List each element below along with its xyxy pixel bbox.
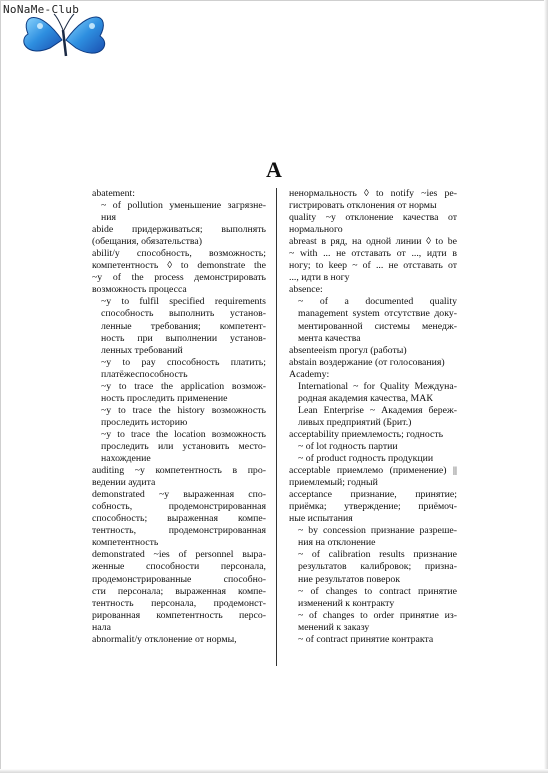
entry-line: собность, продемонстрированная xyxy=(92,501,266,513)
entry-line: родная академия качества, МАК xyxy=(298,392,433,404)
entry-line: ментированной системы менедж- xyxy=(298,320,457,332)
entry-line: acceptability приемлемость; годность xyxy=(289,428,444,440)
entry-line: ния на отклонение xyxy=(298,537,376,549)
dictionary-entry xyxy=(92,200,266,224)
entry-line: способность выполнить установ- xyxy=(101,308,266,320)
page-shadow-bottom xyxy=(0,769,548,773)
entry-line: abstain воздержание (от голосования) xyxy=(289,356,445,368)
entry-line: ~ of pollution уменьшение загрязне- xyxy=(101,200,266,212)
entry-line: ливых предприятий (Брит.) xyxy=(298,416,412,428)
entry-line: способность; выраженная компе- xyxy=(92,513,266,525)
dictionary-entry xyxy=(289,188,457,212)
dictionary-entry xyxy=(289,212,457,236)
dictionary-entry xyxy=(289,525,457,549)
entry-line: ность при выполнении установ- xyxy=(101,332,266,344)
entry-line: International ~ for Quality Междуна- xyxy=(298,380,457,392)
entry-line: ведении аудита xyxy=(92,477,156,489)
dictionary-entry xyxy=(92,248,266,296)
entry-line: ~ of changes to order принятие из- xyxy=(298,609,457,621)
entry-line: ность проследить применение xyxy=(101,392,228,404)
entry-line: absenteeism прогул (работы) xyxy=(289,344,407,356)
entry-line: нормального xyxy=(289,224,343,236)
dictionary-entry xyxy=(289,489,457,525)
entry-line: demonstrated ~y выраженная спо- xyxy=(92,489,266,501)
entry-line: ~ with ... не отставать от ..., идти в xyxy=(289,248,457,260)
entry-line: abilit/y способность, возможность; xyxy=(92,248,266,260)
dictionary-entry xyxy=(92,381,266,405)
dictionary-entry xyxy=(92,357,266,381)
entry-line: demonstrated ~ies of personnel выра- xyxy=(92,549,266,561)
entry-line: abnormalit/y отклонение от нормы, xyxy=(92,633,237,645)
dictionary-entry xyxy=(92,549,266,633)
entry-line: ~ of calibration results признание xyxy=(298,549,457,561)
dictionary-entry xyxy=(92,465,266,489)
entry-line: приемлемый; годный xyxy=(289,477,378,489)
entry-line: ~y to trace the location возможность xyxy=(101,428,266,440)
entry-line: нахождение xyxy=(101,453,151,465)
entry-line: Academy: xyxy=(289,368,330,380)
entry-line: ~y to trace the history возможность xyxy=(101,404,266,416)
entry-line: ~ by concession признание разреше- xyxy=(298,525,457,537)
entry-line: сти персонала; выраженная компе- xyxy=(92,585,266,597)
entry-line: absence: xyxy=(289,284,323,296)
entry-line: женные способности персонала, xyxy=(92,561,266,573)
entry-line: acceptable приемлемо (применение) || xyxy=(289,465,457,477)
entry-line: изменений к контракту xyxy=(298,597,395,609)
dictionary-entry xyxy=(92,405,266,429)
entry-line: auditing ~y компетентность в про- xyxy=(92,465,266,477)
entry-line: acceptance признание, принятие; xyxy=(289,489,457,501)
dictionary-entry xyxy=(289,429,457,441)
dictionary-entry xyxy=(289,586,457,610)
entry-line: ~ of contract принятие контракта xyxy=(298,633,434,645)
page-shadow-right xyxy=(544,0,548,773)
entry-line: проследить или установить место- xyxy=(101,440,266,452)
dictionary-entry xyxy=(92,429,266,465)
entry-line: ~ of changes to contract принятие xyxy=(298,585,457,597)
dictionary-entry xyxy=(92,634,266,646)
entry-line: мента качества xyxy=(298,332,361,344)
dictionary-entry xyxy=(289,369,457,381)
entry-line: abatement: xyxy=(92,188,135,199)
entry-line: менений к заказу xyxy=(298,621,370,633)
entry-line: результатов калибровок; призна- xyxy=(298,561,457,573)
entry-line: abide придерживаться; выполнять xyxy=(92,224,266,236)
dictionary-entry xyxy=(289,284,457,296)
entry-line: тентность персонала, продемонст- xyxy=(92,597,266,609)
dictionary-column-right xyxy=(289,188,457,646)
entry-line: ~y to pay способность платить; xyxy=(101,356,266,368)
dictionary-entry xyxy=(289,453,457,465)
entry-line: ния xyxy=(101,212,116,224)
entry-line: quality ~y отклонение качества от xyxy=(289,212,457,224)
entry-line: продемонстрированные способно- xyxy=(92,573,266,585)
entry-line: компетентность xyxy=(92,537,159,549)
dictionary-entry xyxy=(92,296,266,356)
dictionary-entry xyxy=(289,405,457,429)
entry-line: проследить историю xyxy=(101,416,188,428)
dictionary-entry xyxy=(289,465,457,489)
entry-line: ~y to trace the application возмож- xyxy=(101,380,266,392)
entry-line: ненормальность ◊ to notify ~ies ре- xyxy=(289,188,457,199)
entry-line: приёмка; утверждение; приёмоч- xyxy=(289,501,457,513)
entry-line: тентность, продемонстрированная xyxy=(92,525,266,537)
entry-line: abreast в ряд, на одной линии ◊ to be xyxy=(289,236,457,248)
entry-line: ногу; to keep ~ of ... не отставать от xyxy=(289,260,457,272)
entry-line: ~ of lot годность партии xyxy=(298,440,398,452)
entry-line: рированная компетентность персо- xyxy=(92,609,266,621)
entry-line: возможность процесса xyxy=(92,284,187,296)
dictionary-entry xyxy=(289,634,457,646)
dictionary-entry xyxy=(289,345,457,357)
watermark-text: NoNaMe-Club xyxy=(3,3,80,16)
dictionary-entry xyxy=(92,489,266,549)
entry-line: гистрировать отклонения от нормы xyxy=(289,200,437,212)
dictionary-entry xyxy=(289,610,457,634)
dictionary-entry xyxy=(92,188,266,200)
entry-line: ..., идти в ногу xyxy=(289,272,350,284)
dictionary-entry xyxy=(289,357,457,369)
dictionary-entry xyxy=(289,236,457,284)
dictionary-entry xyxy=(289,296,457,344)
dictionary-entry xyxy=(92,224,266,248)
entry-line: нала xyxy=(92,621,111,633)
dictionary-entry xyxy=(289,549,457,585)
entry-line: ные испытания xyxy=(289,513,353,525)
entry-line: Lean Enterprise ~ Академия береж- xyxy=(298,404,457,416)
dictionary-entry xyxy=(289,441,457,453)
entry-line: платёжеспособность xyxy=(101,368,188,380)
entry-line: ~ of a documented quality xyxy=(298,296,457,308)
entry-line: ~y of the process демонстрировать xyxy=(92,272,266,284)
section-letter: A xyxy=(266,157,282,182)
entry-line: (обещания, обязательства) xyxy=(92,236,202,248)
column-divider xyxy=(276,188,277,666)
entry-line: ~y to fulfil specified requirements xyxy=(101,296,266,308)
entry-line: management system отсутствие доку- xyxy=(298,308,457,320)
entry-line: ние результатов поверок xyxy=(298,573,401,585)
entry-line: ~ of product годность продукции xyxy=(298,453,434,465)
dictionary-column-left xyxy=(92,188,266,646)
watermark-logo xyxy=(0,0,130,70)
entry-line: компетентность ◊ to demonstrate the xyxy=(92,260,266,272)
entry-line: ленных требований xyxy=(101,344,183,356)
dictionary-entry xyxy=(289,381,457,405)
entry-line: ленные требования; компетент- xyxy=(101,320,266,332)
